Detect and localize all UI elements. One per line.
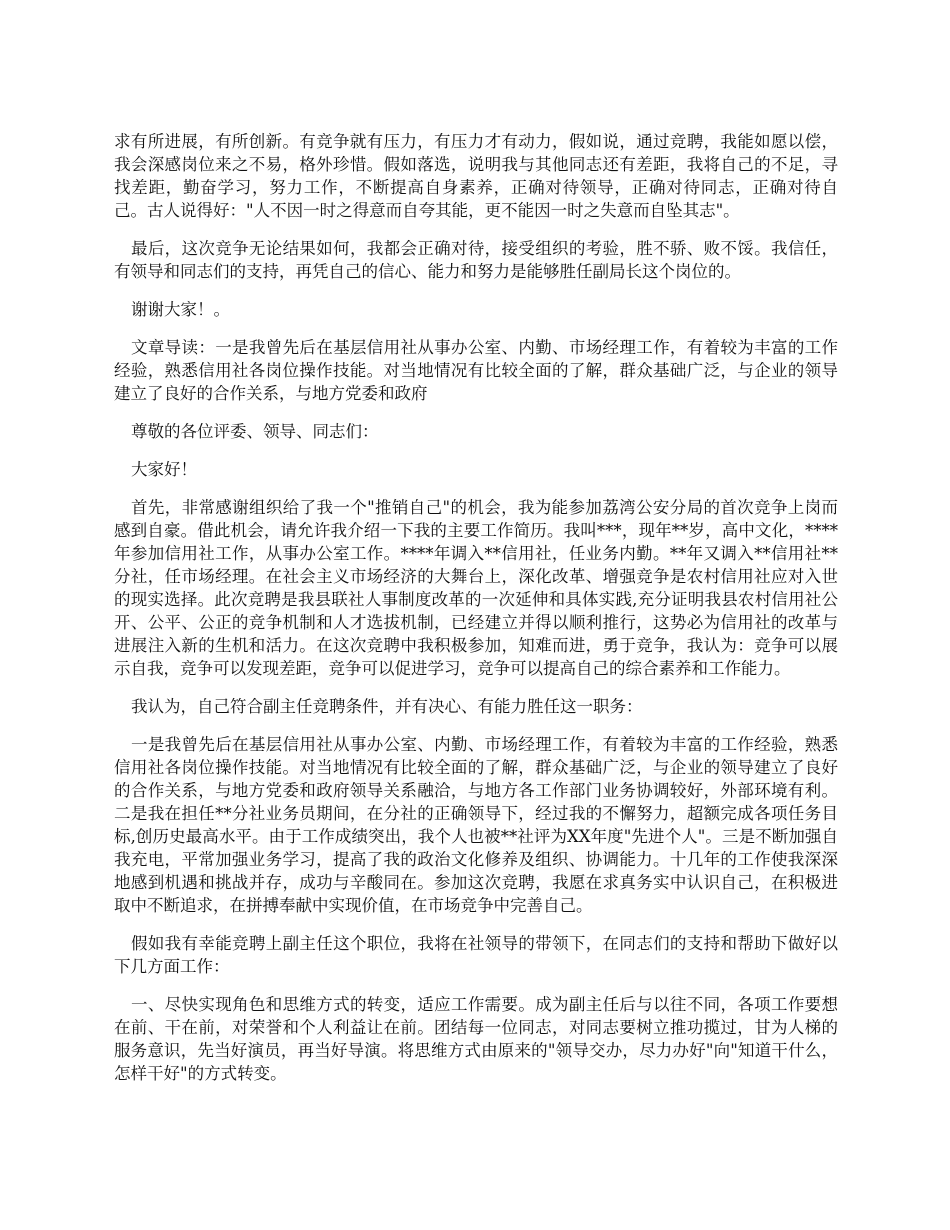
paragraph-11: 一、尽快实现角色和思维方式的转变，适应工作需要。成为副主任后与以往不同，各项工作要想在前、干在前，对荣誉和个人利益让在前。团结每一位同志，对同志要树立推功揽过，甘为人梯的服务意识，先当好演员，再当好导演。将思维方式由原来的"领导交办，尽力办好"向"知道干什么，怎样干好"的方式转变。 [114, 995, 838, 1083]
paragraph-2: 最后，这次竞争无论结果如何，我都会正确对待，接受组织的考验，胜不骄、败不馁。我信任，有领导和同志们的支持，再凭自己的信心、能力和努力是能够胜任副局长这个岗位的。 [114, 239, 838, 281]
paragraph-4: 文章导读：一是我曾先后在基层信用社从事办公室、内勤、市场经理工作，有着较为丰富的工作经验，熟悉信用社各岗位操作技能。对当地情况有比较全面的了解，群众基础广泛，与企业的领导建立了良好的合作关系，与地方党委和政府 [114, 338, 838, 403]
paragraph-8: 我认为，自己符合副主任竞聘条件，并有决心、有能力胜任这一职务： [131, 697, 643, 716]
paragraph-10: 假如我有幸能竞聘上副主任这个职位，我将在社领导的带领下，在同志们的支持和帮助下做好以下几方面工作： [114, 934, 838, 976]
paragraph-9: 一是我曾先后在基层信用社从事办公室、内勤、市场经理工作，有着较为丰富的工作经验，熟悉信用社各岗位操作技能。对当地情况有比较全面的了解，群众基础广泛，与企业的领导建立了良好的合作关系，与地方党委和政府领导关系融洽，与地方各工作部门业务协调较好，外部环境有利。二是我在担任**分社业务员期间，在分社的正确领导下，经过我的不懈努力，超额完成各项任务目标,创历史最高水平。由于工作成绩突出，我个人也被**社评为XX年度"先进个人"。三是不断加强自我充电，平常加强业务学习，提高了我的政治文化修养及组织、协调能力。十几年的工作使我深深地感到机遇和挑战并存，成功与辛酸同在。参加这次竞聘，我愿在求真务实中认识自己，在积极进取中不断追求，在拼搏奉献中实现价值，在市场竞争中完善自己。 [114, 735, 838, 915]
paragraph-6: 大家好！ [131, 460, 197, 479]
paragraph-7: 首先，非常感谢组织给了我一个"推销自己"的机会，我为能参加荔湾公安分局的首次竞争上岗而感到自豪。借此机会，请允许我介绍一下我的主要工作简历。我叫***，现年**岁，高中文化，****年参加信用社工作，从事办公室工作。****年调入**信用社，任业务内勤。**年又调入**信用社**分社，任市场经理。在社会主义市场经济的大舞台上，深化改革、增强竞争是农村信用社应对入世的现实选择。此次竞聘是我县联社人事制度改革的一次延伸和具体实践,充分证明我县农村信用社公开、公平、公正的竞争机制和人才选拔机制，已经建立并得以顺利推行，这势必为信用社的改革与进展注入新的生机和活力。在这次竞聘中我积极参加，知难而进，勇于竞争，我认为：竞争可以展示自我，竞争可以发现差距，竞争可以促进学习，竞争可以提高自己的综合素养和工作能力。 [114, 498, 838, 678]
paragraph-3: 谢谢大家！。 [131, 300, 230, 319]
paragraph-1: 求有所进展，有所创新。有竞争就有压力，有压力才有动力，假如说，通过竞聘，我能如愿以偿，我会深感岗位来之不易，格外珍惜。假如落选，说明我与其他同志还有差距，我将自己的不足，寻找差距，勤奋学习，努力工作，不断提高自身素养，正确对待领导，正确对待同志，正确对待自己。古人说得好："人不因一时之得意而自夸其能，更不能因一时之失意而自坠其志"。 [114, 132, 838, 220]
paragraph-5: 尊敬的各位评委、领导、同志们： [131, 422, 379, 441]
document-body [114, 130, 838, 1100]
